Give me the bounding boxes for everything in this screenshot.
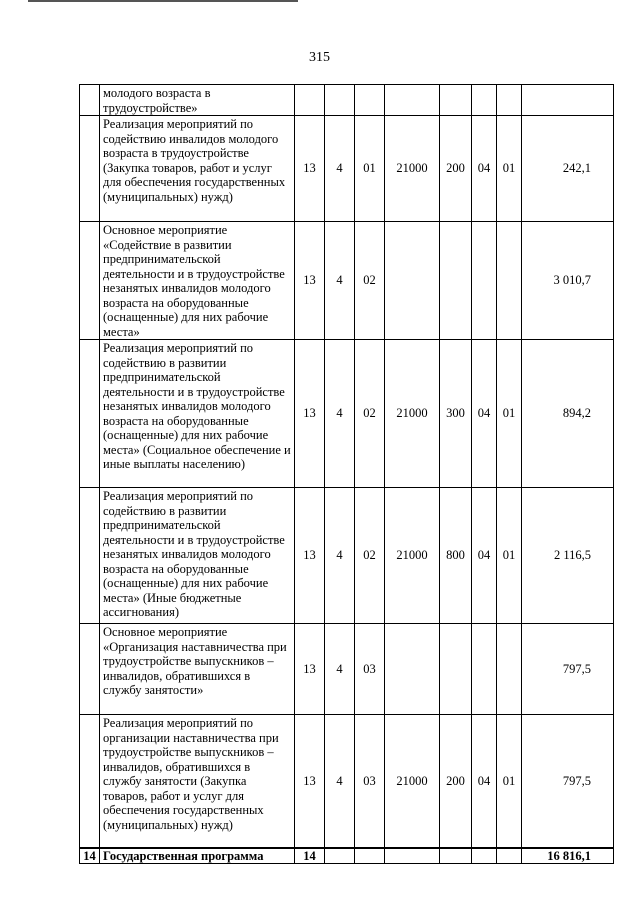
cell-c1: 13 bbox=[295, 488, 325, 624]
cell-sum: 797,5 bbox=[522, 715, 614, 848]
total-num: 14 bbox=[80, 848, 100, 864]
cell-sum: 242,1 bbox=[522, 116, 614, 222]
cell-name: Реализация мероприятий по организации наставничества при трудоустройстве выпускников – инвалидов, обратившихся в службу занятости (Закупка товаров, работ и услуг для обеспечения государственных (муниципальных) нужд) bbox=[100, 715, 295, 848]
cell-c3 bbox=[355, 85, 385, 116]
total-row bbox=[80, 848, 614, 864]
cell-c7 bbox=[497, 222, 522, 340]
total-c2 bbox=[325, 848, 355, 864]
cell-c5: 200 bbox=[440, 116, 472, 222]
cell-c4 bbox=[385, 85, 440, 116]
cell-c4: 21000 bbox=[385, 715, 440, 848]
cell-c6: 04 bbox=[472, 715, 497, 848]
cell-num bbox=[80, 624, 100, 715]
cell-c2: 4 bbox=[325, 340, 355, 488]
cell-c5: 300 bbox=[440, 340, 472, 488]
cell-num bbox=[80, 222, 100, 340]
cell-c3: 01 bbox=[355, 116, 385, 222]
cell-c4: 21000 bbox=[385, 116, 440, 222]
total-c7 bbox=[497, 848, 522, 864]
budget-table bbox=[79, 84, 614, 864]
cell-sum: 797,5 bbox=[522, 624, 614, 715]
cell-c6 bbox=[472, 222, 497, 340]
table-row bbox=[80, 715, 614, 848]
cell-c1: 13 bbox=[295, 340, 325, 488]
cell-c5 bbox=[440, 624, 472, 715]
cell-c7: 01 bbox=[497, 715, 522, 848]
cell-c2: 4 bbox=[325, 488, 355, 624]
cell-c6 bbox=[472, 85, 497, 116]
cell-c6 bbox=[472, 624, 497, 715]
cell-c4: 21000 bbox=[385, 340, 440, 488]
cell-name: молодого возраста в трудоустройстве» bbox=[100, 85, 295, 116]
cell-sum: 894,2 bbox=[522, 340, 614, 488]
cell-num bbox=[80, 715, 100, 848]
cell-c3: 03 bbox=[355, 715, 385, 848]
total-sum: 16 816,1 bbox=[522, 848, 614, 864]
cell-name: Основное мероприятие «Организация наставничества при трудоустройстве выпускников – инвалидов, обратившихся в службу занятости» bbox=[100, 624, 295, 715]
cell-num bbox=[80, 340, 100, 488]
table-row bbox=[80, 116, 614, 222]
cell-c3: 02 bbox=[355, 488, 385, 624]
cell-c7 bbox=[497, 85, 522, 116]
cell-c7: 01 bbox=[497, 116, 522, 222]
table-row bbox=[80, 340, 614, 488]
cell-c1: 13 bbox=[295, 222, 325, 340]
cell-name: Основное мероприятие «Содействие в развитии предпринимательской деятельности и в трудоустройстве незанятых инвалидов молодого возраста на оборудованные (оснащенные) для них рабочие места» bbox=[100, 222, 295, 340]
cell-c7 bbox=[497, 624, 522, 715]
cell-name: Реализация мероприятий по содействию в развитии предпринимательской деятельности и в трудоустройстве незанятых инвалидов молодого возраста на оборудованные (оснащенные) для них рабочие места» (Иные бюджетные ассигнования) bbox=[100, 488, 295, 624]
cell-sum: 2 116,5 bbox=[522, 488, 614, 624]
cell-c1: 13 bbox=[295, 715, 325, 848]
cell-name: Реализация мероприятий по содействию в развитии предпринимательской деятельности и в трудоустройстве незанятых инвалидов молодого возраста на оборудованные (оснащенные) для них рабочие места» (Социальное обеспечение и иные выплаты населению) bbox=[100, 340, 295, 488]
total-c4 bbox=[385, 848, 440, 864]
cell-c1: 13 bbox=[295, 116, 325, 222]
cell-c6: 04 bbox=[472, 488, 497, 624]
cell-c1 bbox=[295, 85, 325, 116]
table-row bbox=[80, 624, 614, 715]
table-row bbox=[80, 488, 614, 624]
cell-c5 bbox=[440, 85, 472, 116]
cell-c4 bbox=[385, 624, 440, 715]
cell-c6: 04 bbox=[472, 116, 497, 222]
cell-c2: 4 bbox=[325, 222, 355, 340]
cell-c1: 13 bbox=[295, 624, 325, 715]
table-row bbox=[80, 222, 614, 340]
cell-sum: 3 010,7 bbox=[522, 222, 614, 340]
total-name: Государственная программа bbox=[100, 848, 295, 864]
cell-c5 bbox=[440, 222, 472, 340]
cell-c6: 04 bbox=[472, 340, 497, 488]
cell-c2: 4 bbox=[325, 624, 355, 715]
total-c1: 14 bbox=[295, 848, 325, 864]
cell-num bbox=[80, 116, 100, 222]
cell-c5: 200 bbox=[440, 715, 472, 848]
cell-c7: 01 bbox=[497, 340, 522, 488]
cell-num bbox=[80, 85, 100, 116]
cell-c2: 4 bbox=[325, 116, 355, 222]
cell-c5: 800 bbox=[440, 488, 472, 624]
cell-sum bbox=[522, 85, 614, 116]
total-c5 bbox=[440, 848, 472, 864]
cell-c2 bbox=[325, 85, 355, 116]
cell-c7: 01 bbox=[497, 488, 522, 624]
cell-c4 bbox=[385, 222, 440, 340]
cell-c4: 21000 bbox=[385, 488, 440, 624]
top-rule bbox=[28, 0, 298, 2]
cell-num bbox=[80, 488, 100, 624]
page-number: 315 bbox=[309, 50, 330, 65]
cell-c3: 02 bbox=[355, 340, 385, 488]
cell-c2: 4 bbox=[325, 715, 355, 848]
table-row bbox=[80, 85, 614, 116]
cell-c3: 02 bbox=[355, 222, 385, 340]
cell-c3: 03 bbox=[355, 624, 385, 715]
total-c6 bbox=[472, 848, 497, 864]
cell-name: Реализация мероприятий по содействию инвалидов молодого возраста в трудоустройстве (Закупка товаров, работ и услуг для обеспечения государственных (муниципальных) нужд) bbox=[100, 116, 295, 222]
total-c3 bbox=[355, 848, 385, 864]
